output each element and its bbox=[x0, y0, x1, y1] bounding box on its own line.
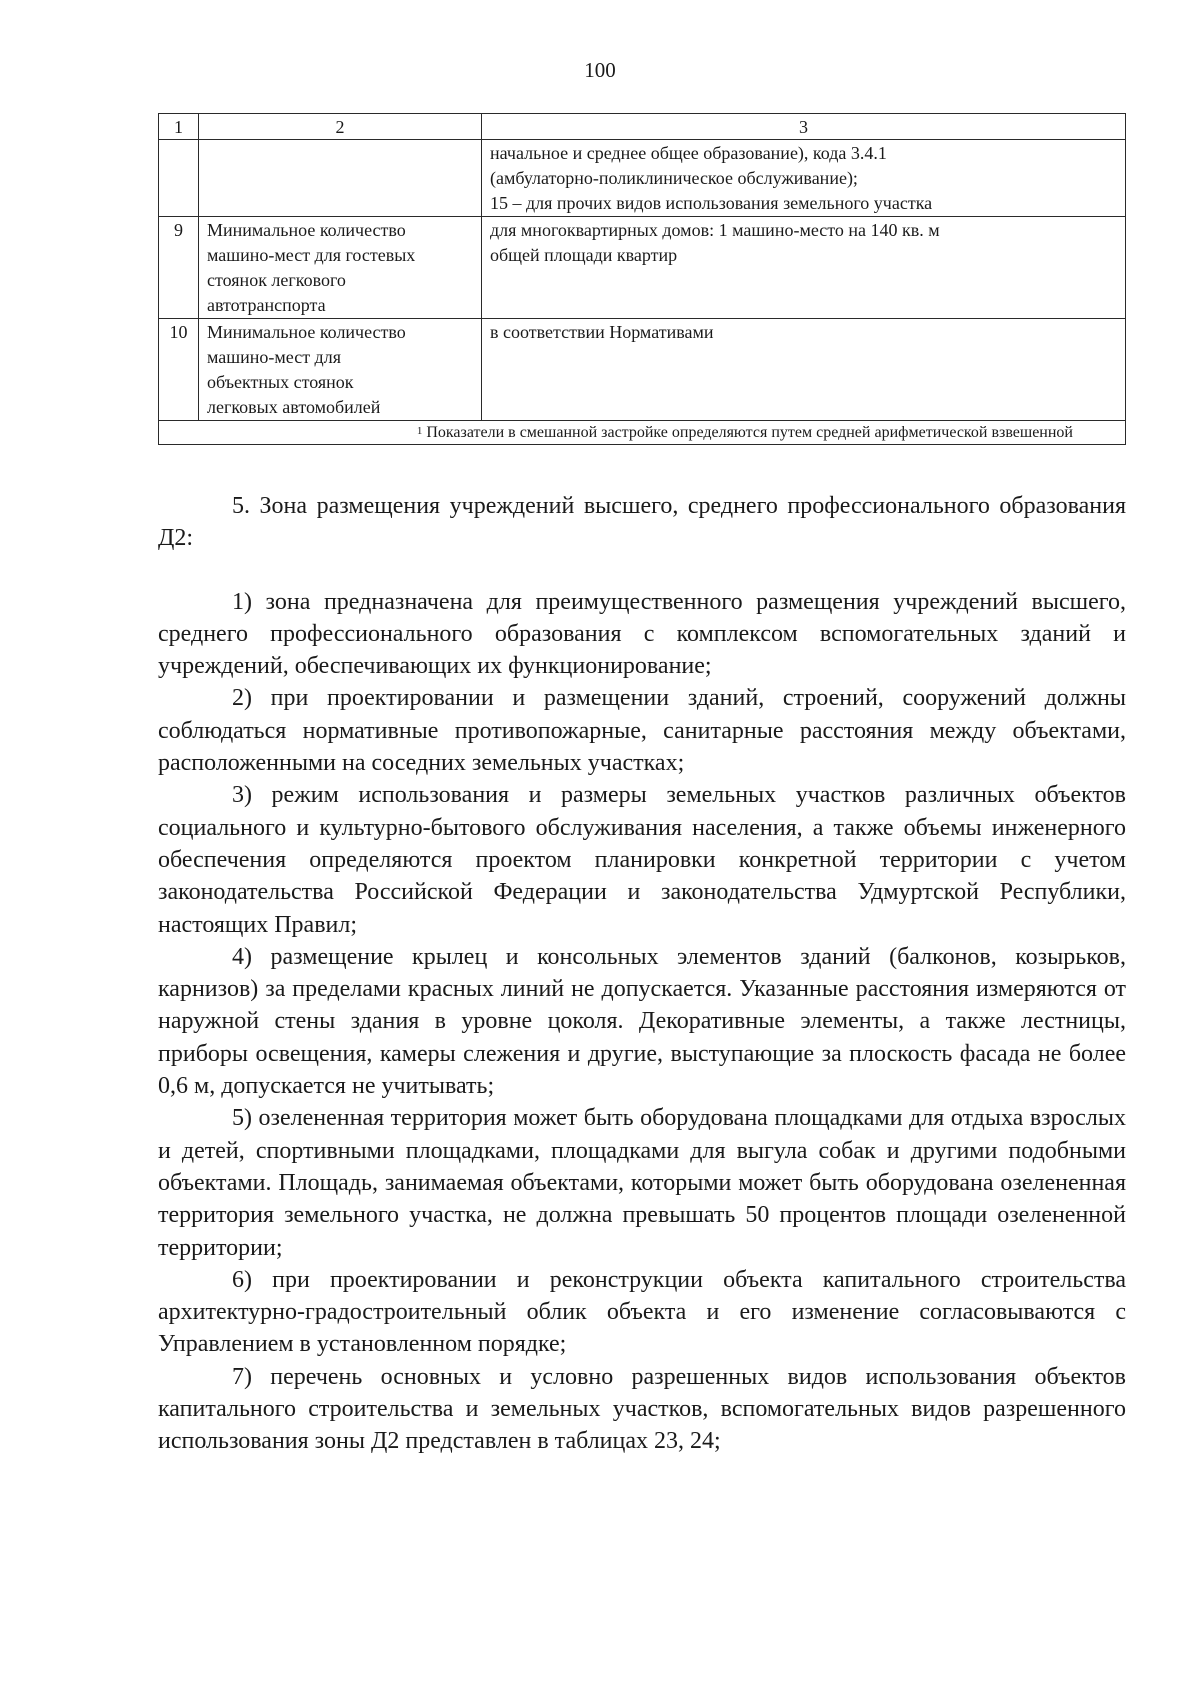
parameter-line: объектных стоянок bbox=[207, 372, 354, 392]
section-item: 3) режим использования и размеры земельных участков различных объектов социального и культурно-бытового обслуживания населения, а также объемы инженерного обеспечения определяются проектом планировки конкретной территории с учетом законодательства Российской Федерации и законодательства Удмуртской Республики, настоящих Правил; bbox=[158, 782, 1126, 938]
parameter-line: Минимальное количество bbox=[207, 220, 406, 240]
parameter-line: Минимальное количество bbox=[207, 322, 406, 342]
footnote-mark: 1 bbox=[416, 425, 423, 437]
section-item: 2) при проектировании и размещении зданий, строений, сооружений должны соблюдаться нормативные противопожарные, санитарные расстояния между объектами, расположенными на соседних земельных участках; bbox=[158, 685, 1126, 777]
section-title: 5. Зона размещения учреждений высшего, среднего профессионального образования Д2: bbox=[158, 493, 1126, 552]
section-item: 4) размещение крылец и консольных элементов зданий (балконов, козырьков, карнизов) за пределами красных линий не допускается. Указанные расстояния измеряются от наружной стены здания в уровне цоколя. Декоративные элементы, а также лестницы, приборы освещения, камеры слежения и другие, выступающие за плоскость фасада не более 0,6 м, допускается не учитывать; bbox=[158, 943, 1126, 1100]
table-footnote-row bbox=[159, 421, 1126, 445]
table-row bbox=[159, 217, 1126, 319]
parameters-table bbox=[158, 113, 1126, 445]
section-item: 5) озелененная территория может быть оборудована площадками для отдыха взрослых и детей, спортивными площадками, площадками для выгула собак и другими подобными объектами. Площадь, занимаемая объектами, которыми может быть оборудована озелененная территория земельного участка, не должна превышать 50 процентов площади озелененной территории; bbox=[158, 1105, 1126, 1261]
header-cell-col3: 3 bbox=[482, 114, 1126, 140]
header-cell-col1: 1 bbox=[159, 114, 199, 140]
parameter-line: машино-мест для bbox=[207, 347, 341, 367]
value-line: 15 – для прочих видов использования земельного участка bbox=[490, 193, 933, 213]
section-item: 6) при проектировании и реконструкции объекта капитального строительства архитектурно-градостроительный облик объекта и его изменение согласовываются с Управлением в установленном порядке; bbox=[158, 1266, 1126, 1358]
header-cell-col2: 2 bbox=[199, 114, 482, 140]
row-parameter bbox=[199, 319, 482, 421]
table-row bbox=[159, 319, 1126, 421]
value-line: начальное и среднее общее образование), кода 3.4.1 bbox=[490, 143, 887, 163]
section-item: 7) перечень основных и условно разрешенных видов использования объектов капитального строительства и земельных участков, вспомогательных видов разрешенного использования зоны Д2 представлен в таблицах 23, 24; bbox=[158, 1363, 1126, 1455]
footnote-text: Показатели в смешанной застройке определяются путем средней арифметической взвешенной bbox=[426, 424, 1073, 441]
table-footnote bbox=[159, 421, 1126, 445]
row-value bbox=[482, 217, 1126, 319]
value-line: общей площади квартир bbox=[490, 245, 678, 265]
parameter-line: автотранспорта bbox=[207, 295, 326, 315]
row-number: 9 bbox=[159, 217, 199, 319]
value-line: (амбулаторно-поликлиническое обслуживание); bbox=[490, 168, 858, 188]
page-number: 100 bbox=[584, 58, 616, 82]
section-item: 1) зона предназначена для преимущественного размещения учреждений высшего, среднего профессионального образования с комплексом вспомогательных зданий и учреждений, обеспечивающих их функционирование; bbox=[158, 588, 1126, 680]
row-number: 10 bbox=[159, 319, 199, 421]
table-header-row bbox=[159, 114, 1126, 140]
parameter-line: машино-мест для гостевых bbox=[207, 245, 416, 265]
parameter-line: стоянок легкового bbox=[207, 270, 346, 290]
row-number bbox=[159, 140, 199, 217]
value-line: в соответствии Нормативами bbox=[490, 322, 714, 342]
table-row bbox=[159, 140, 1126, 217]
parameter-line: легковых автомобилей bbox=[207, 397, 381, 417]
row-parameter bbox=[199, 217, 482, 319]
section-body bbox=[158, 490, 1126, 1458]
row-value bbox=[482, 140, 1126, 217]
value-line: для многоквартирных домов: 1 машино-место на 140 кв. м bbox=[490, 220, 940, 240]
row-parameter bbox=[199, 140, 482, 217]
row-value bbox=[482, 319, 1126, 421]
